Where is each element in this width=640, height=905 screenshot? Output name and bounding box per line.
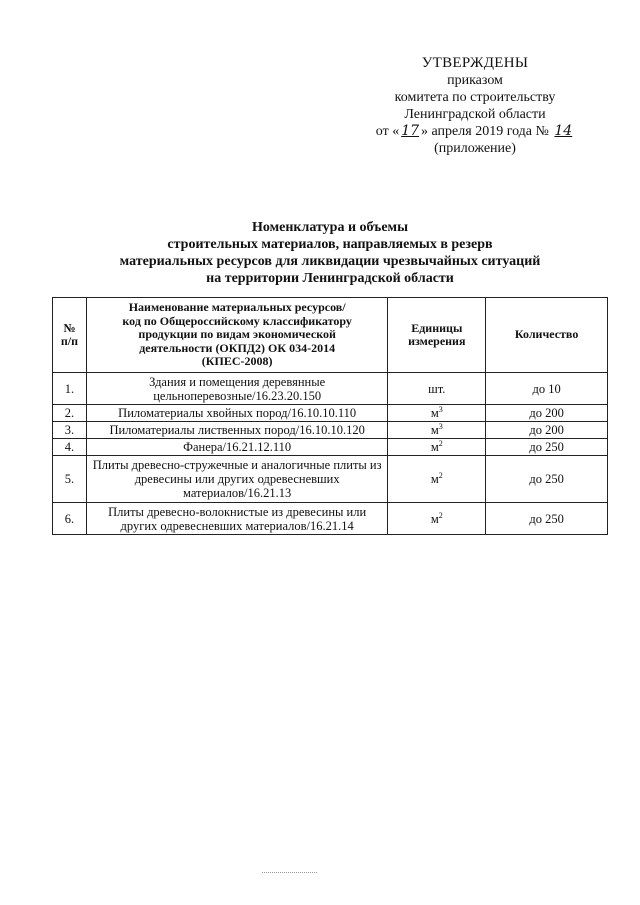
row-quantity: до 250	[486, 439, 608, 456]
row-number: 2.	[53, 405, 87, 422]
approval-date-day: 17	[401, 123, 420, 139]
header-name-line: деятельности (ОКПД2) ОК 034-2014	[139, 340, 336, 355]
row-number: 5.	[53, 456, 87, 503]
table-header-row	[53, 298, 608, 373]
approval-date-line	[360, 123, 590, 140]
approval-line-appendix: (приложение)	[434, 141, 516, 156]
unit-exponent: 2	[438, 510, 443, 520]
document-heading	[70, 219, 590, 287]
table-row	[53, 373, 608, 405]
header-name	[86, 298, 387, 373]
row-unit	[388, 439, 486, 456]
row-name: Пиломатериалы лиственных пород/16.10.10.120	[86, 422, 387, 439]
header-name-line: код по Общероссийскому классификатору	[122, 313, 352, 328]
row-quantity: до 200	[486, 422, 608, 439]
table-row	[53, 439, 608, 456]
header-name-line: (КПЕС-2008)	[201, 354, 273, 369]
approval-date-prefix: от «	[375, 124, 400, 139]
approval-line-order: приказом	[447, 73, 503, 88]
approval-line-region: Ленинградской области	[404, 107, 546, 122]
row-number: 4.	[53, 439, 87, 456]
row-number: 1.	[53, 373, 87, 405]
row-unit	[388, 456, 486, 503]
header-name-line: продукции по видам экономической	[138, 327, 336, 342]
row-unit	[388, 405, 486, 422]
unit-exponent: 3	[438, 404, 443, 414]
row-quantity: до 10	[486, 373, 608, 405]
nomenclature-table	[52, 297, 608, 535]
heading-line-1: Номенклатура и объемы	[251, 220, 409, 235]
header-name-line: Наименование материальных ресурсов/	[128, 300, 346, 315]
row-unit	[388, 503, 486, 535]
header-unit: Единицы измерения	[388, 298, 486, 373]
approval-order-number: 14	[554, 123, 573, 139]
table-row	[53, 405, 608, 422]
unit-base: м	[430, 423, 439, 437]
row-quantity: до 200	[486, 405, 608, 422]
row-name: Здания и помещения деревянные цельноперевозные/16.23.20.150	[86, 373, 387, 405]
row-number: 6.	[53, 503, 87, 535]
table-row	[53, 456, 608, 503]
heading-line-2: строительных материалов, направляемых в резерв	[167, 237, 493, 252]
unit-base: м	[430, 406, 439, 420]
unit-exponent: 3	[438, 421, 443, 431]
row-name: Плиты древесно-волокнистые из древесины или других одревесневших материалов/16.21.14	[86, 503, 387, 535]
heading-line-3: материальных ресурсов для ликвидации чрезвычайных ситуаций	[119, 254, 541, 269]
row-quantity: до 250	[486, 503, 608, 535]
unit-exponent: 2	[438, 438, 443, 448]
unit-base: м	[430, 440, 439, 454]
scan-artifact-line	[262, 872, 317, 885]
table-row	[53, 503, 608, 535]
header-number: № п/п	[53, 298, 87, 373]
row-unit	[388, 422, 486, 439]
row-quantity: до 250	[486, 456, 608, 503]
row-number: 3.	[53, 422, 87, 439]
approval-title: УТВЕРЖДЕНЫ	[421, 55, 529, 71]
unit-exponent: 2	[438, 470, 443, 480]
header-quantity: Количество	[486, 298, 608, 373]
unit-base: м	[430, 472, 439, 486]
row-name: Плиты древесно-стружечные и аналогичные плиты из древесины или других одревесневших материалов/16.21.13	[86, 456, 387, 503]
unit-base: шт.	[428, 381, 446, 396]
table-row	[53, 422, 608, 439]
approval-block	[360, 55, 590, 157]
approval-line-committee: комитета по строительству	[394, 90, 556, 105]
unit-base: м	[430, 511, 439, 526]
row-name: Пиломатериалы хвойных пород/16.10.10.110	[86, 405, 387, 422]
heading-line-4: на территории Ленинградской области	[206, 271, 454, 286]
row-unit	[388, 373, 486, 405]
row-name: Фанера/16.21.12.110	[86, 439, 387, 456]
approval-date-mid: » апреля 2019 года №	[421, 124, 549, 139]
